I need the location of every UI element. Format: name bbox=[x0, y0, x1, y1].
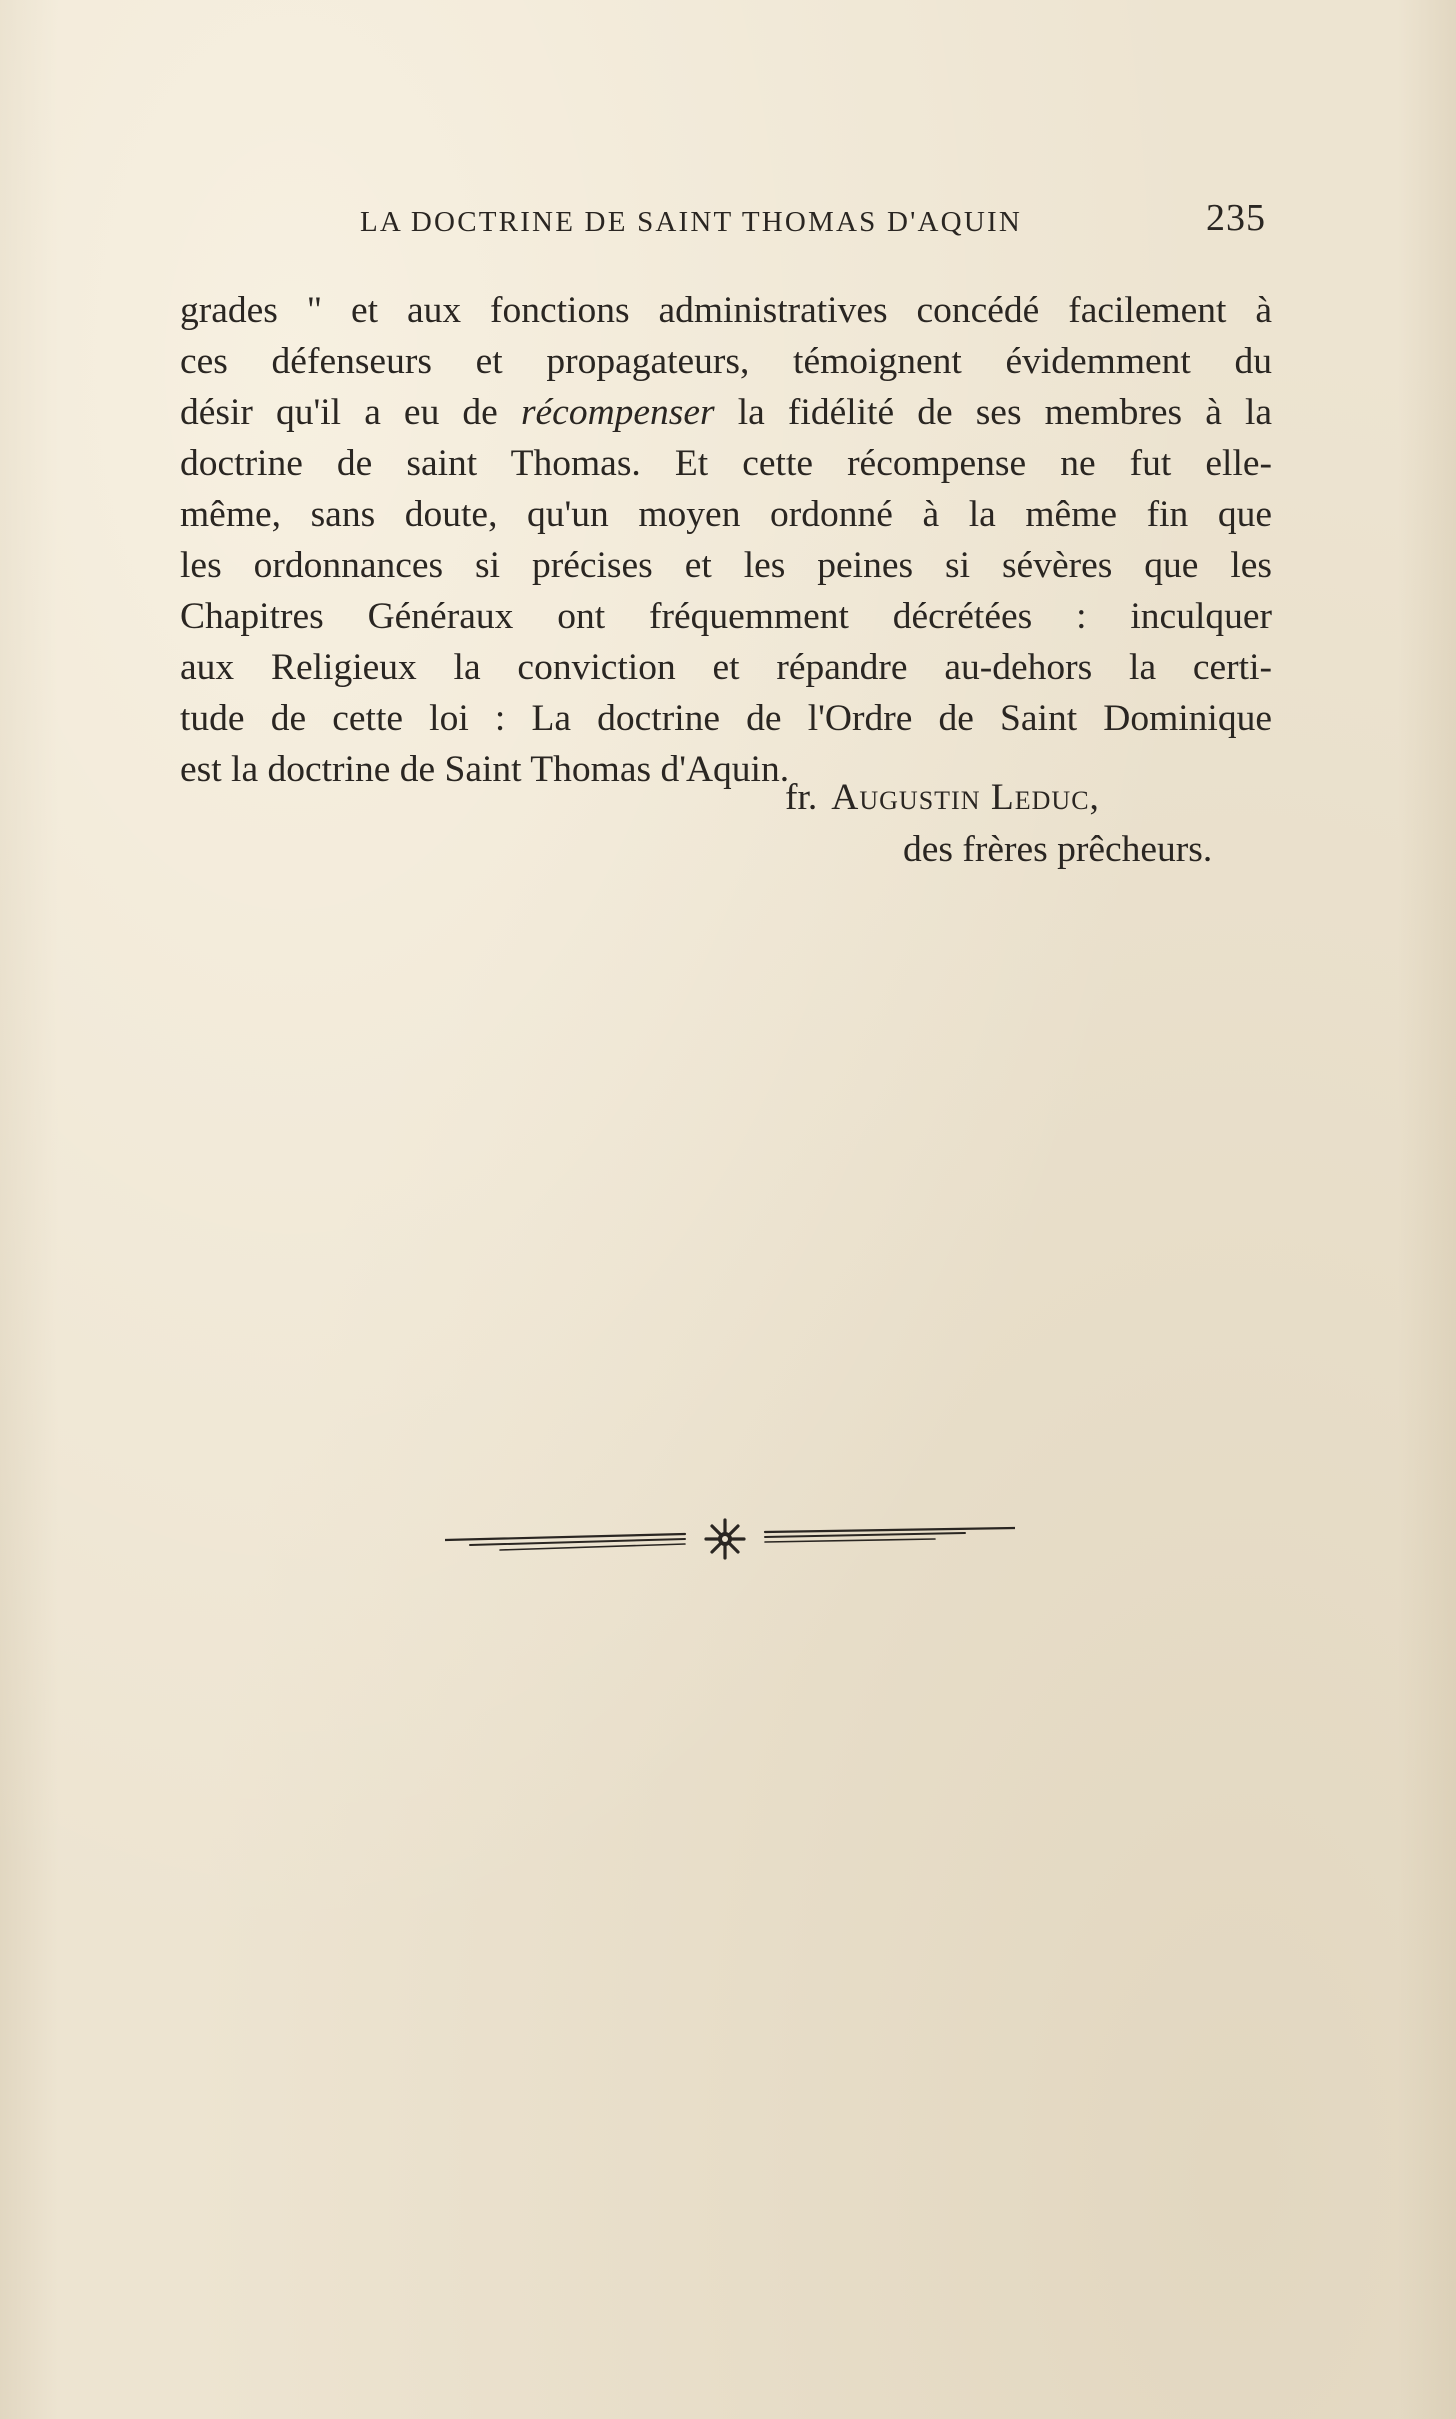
text-segment: la fidélité de ses membres à la bbox=[714, 392, 1273, 433]
text-line: tude de cette loi : La doctrine de l'Ordre de Saint Dominique bbox=[180, 698, 1272, 739]
author-signature bbox=[785, 772, 1212, 876]
text-line: les ordonnances si précises et les peines si sévères que les bbox=[180, 545, 1272, 586]
star-icon bbox=[706, 1520, 744, 1558]
text-line: Chapitres Généraux ont fréquemment décrétées : inculquer bbox=[180, 596, 1272, 637]
text-line: doctrine de saint Thomas. Et cette récompense ne fut elle- bbox=[180, 443, 1272, 484]
text-line: est la doctrine de Saint Thomas d'Aquin. bbox=[180, 749, 790, 790]
text-line bbox=[180, 387, 1272, 438]
page-number: 235 bbox=[1206, 197, 1266, 239]
ornament-rule-icon bbox=[445, 1508, 1015, 1568]
signature-prefix: fr. bbox=[785, 777, 818, 818]
author-name: Augustin Leduc, bbox=[831, 777, 1100, 818]
text-line: même, sans doute, qu'un moyen ordonné à la même fin que bbox=[180, 494, 1272, 535]
text-segment: désir qu'il a eu de bbox=[180, 392, 521, 433]
italic-emphasis: récompenser bbox=[520, 392, 715, 433]
running-head bbox=[180, 196, 1270, 246]
running-title: LA DOCTRINE DE SAINT THOMAS D'AQUIN bbox=[360, 206, 1022, 238]
author-title: des frères prêcheurs. bbox=[903, 829, 1213, 870]
signature-name-line bbox=[785, 772, 1212, 824]
body-paragraph bbox=[180, 285, 1272, 795]
text-line: grades " et aux fonctions administratives concédé facilement à bbox=[180, 290, 1272, 331]
text-line: aux Religieux la conviction et répandre au-dehors la certi- bbox=[180, 647, 1272, 688]
text-line: ces défenseurs et propagateurs, témoignent évidemment du bbox=[180, 341, 1272, 382]
